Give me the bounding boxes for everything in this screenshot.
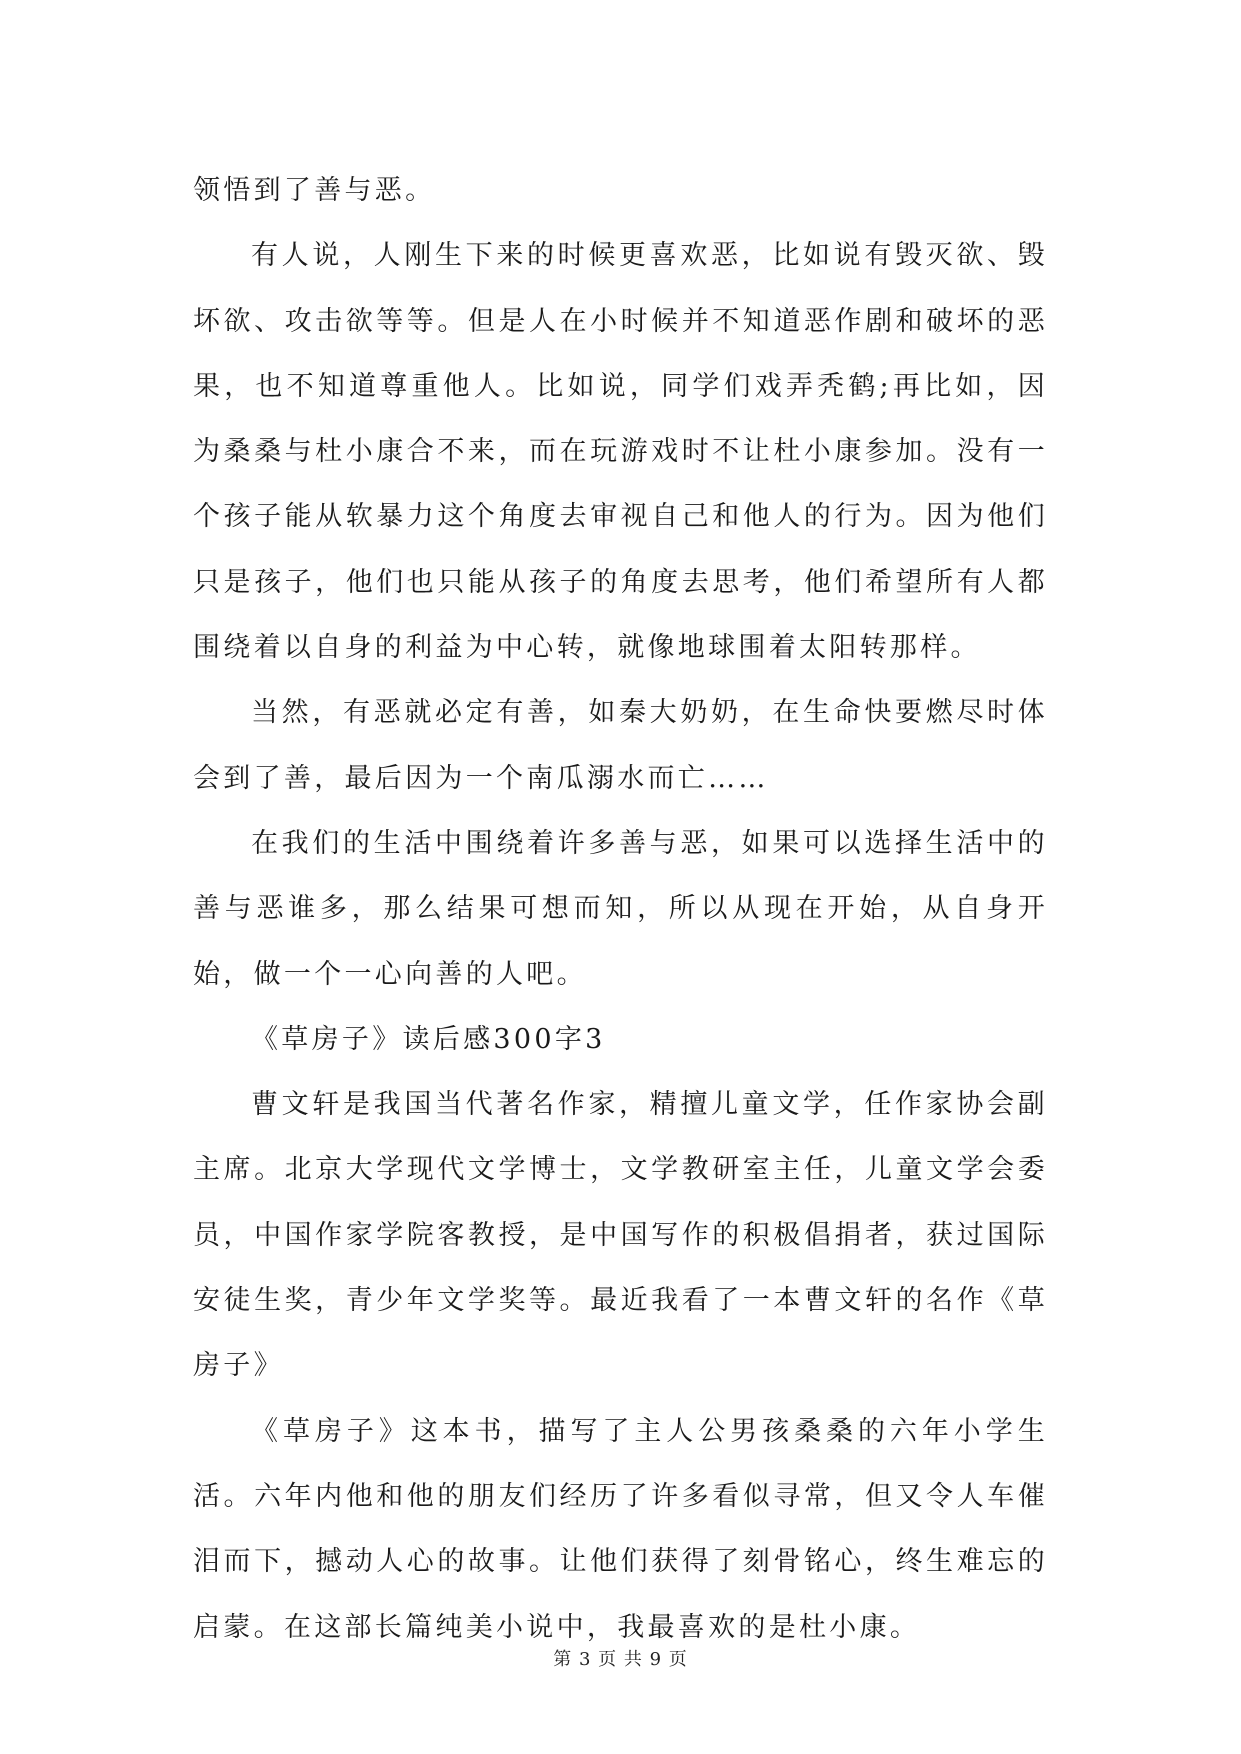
paragraph: 在我们的生活中围绕着许多善与恶，如果可以选择生活中的善与恶谁多，那么结果可想而知，所以从现在开始，从自身开始，做一个一心向善的人吧。 bbox=[193, 827, 1048, 990]
paragraph: 有人说，人刚生下来的时候更喜欢恶，比如说有毁灭欲、毁坏欲、攻击欲等等。但是人在小时候并不知道恶作剧和破坏的恶果，也不知道尊重他人。比如说，同学们戏弄秃鹤;再比如，因为桑桑与杜小康合不来，而在玩游戏时不让杜小康参加。没有一个孩子能从软暴力这个角度去审视自己和他人的行为。因为他们只是孩子，他们也只能从孩子的角度去思考，他们希望所有人都围绕着以自身的利益为中心转，就像地球围着太阳转那样。 bbox=[193, 240, 1048, 664]
paragraph-continuation: 领悟到了善与恶。 bbox=[193, 175, 436, 206]
page-number-footer: 第 3 页 共 9 页 bbox=[553, 1649, 688, 1670]
paragraph: 当然，有恶就必定有善，如秦大奶奶，在生命快要燃尽时体会到了善，最后因为一个南瓜溺水而亡…… bbox=[193, 697, 1048, 794]
paragraph: 曹文轩是我国当代著名作家，精擅儿童文学，任作家协会副主席。北京大学现代文学博士，文学教研室主任，儿童文学会委员，中国作家学院客教授，是中国写作的积极倡捐者，获过国际安徒生奖，青少年文学奖等。最近我看了一本曹文轩的名作《草房子》 bbox=[193, 1089, 1048, 1382]
body-text bbox=[193, 158, 1048, 1660]
section-heading: 《草房子》读后感300字3 bbox=[251, 1023, 606, 1055]
paragraph: 《草房子》这本书，描写了主人公男孩桑桑的六年小学生活。六年内他和他的朋友们经历了许多看似寻常，但又令人车催泪而下，撼动人心的故事。让他们获得了刻骨铭心，终生难忘的启蒙。在这部长篇纯美小说中，我最喜欢的是杜小康。 bbox=[193, 1415, 1048, 1643]
